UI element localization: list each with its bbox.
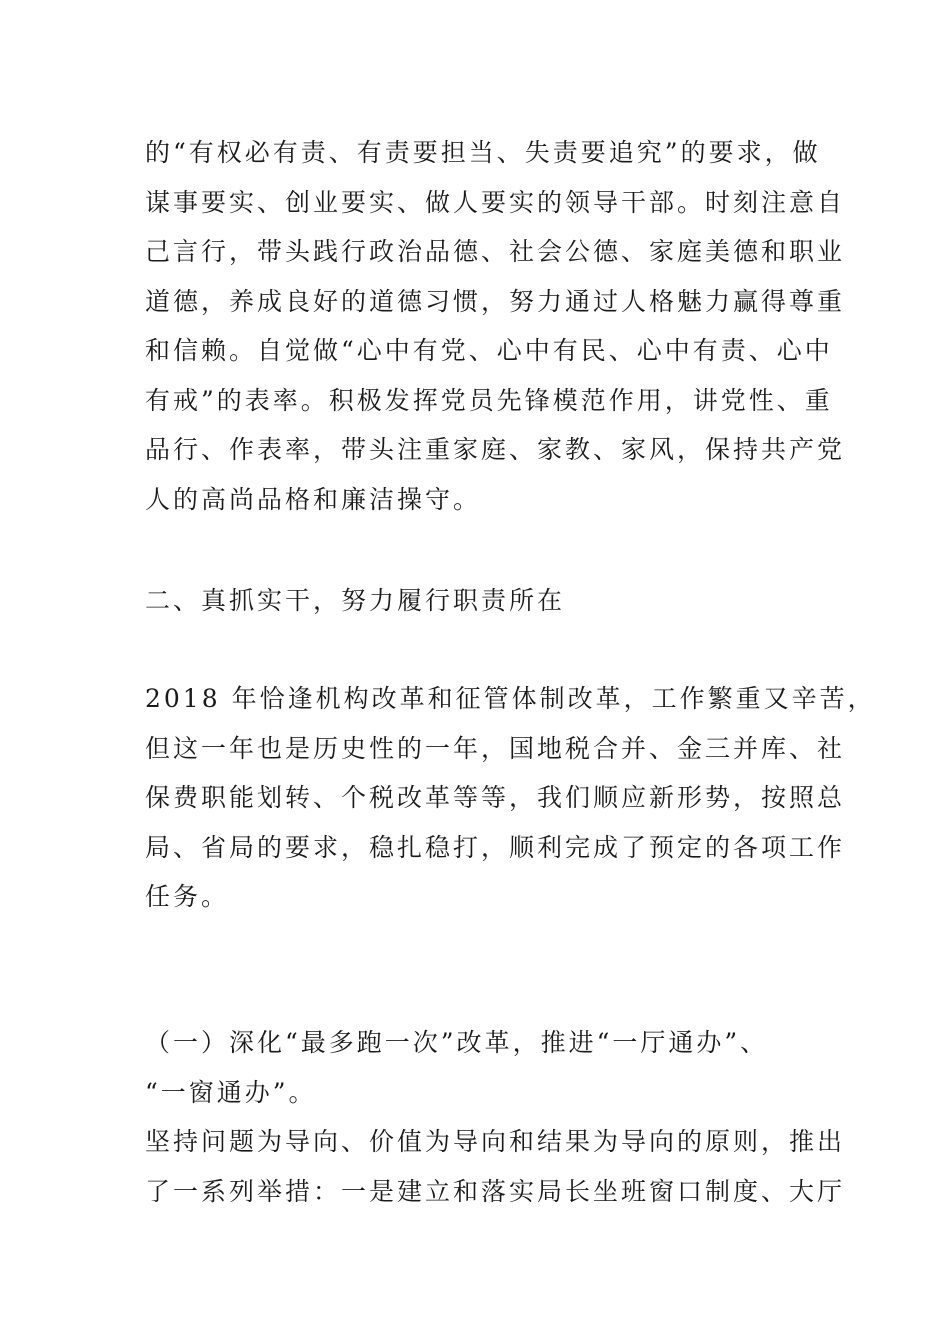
paragraph-line: 和信赖。自觉做“心中有党、心中有民、心中有责、心中	[145, 336, 833, 365]
subsection-heading	[145, 1018, 810, 1117]
subsection-heading-line: （一）深化“最多跑一次”改革，推进“一厅通办”、	[145, 1028, 769, 1057]
section-heading-text: 二、真抓实干，努力履行职责所在	[145, 586, 566, 615]
subsection-heading-line: “一窗通办”。	[145, 1077, 317, 1107]
paragraph-party-conduct	[145, 128, 846, 524]
paragraph-line: 的“有权必有责、有责要担当、失责要追究”的要求，做	[145, 138, 821, 167]
paragraph-line: 有戒”的表率。积极发挥党员先锋模范作用，讲党性、重	[145, 385, 833, 415]
paragraph-line: 保费职能划转、个税改革等等，我们顺应新形势，按照总	[145, 783, 846, 812]
paragraph-line: 人的高尚品格和廉洁操守。	[145, 484, 482, 514]
section-heading	[145, 576, 810, 626]
paragraph-reform-2018	[145, 674, 876, 922]
paragraph-line: 任务。	[145, 882, 230, 911]
paragraph-line: 道德，养成良好的道德习惯，努力通过人格魅力赢得尊重	[145, 286, 846, 316]
paragraph-line: 局、省局的要求，稳扎稳打，顺利完成了预定的各项工作	[145, 832, 846, 862]
paragraph-line: 品行、作表率，带头注重家庭、家教、家风，保持共产党	[145, 435, 846, 464]
paragraph-line: 己言行，带头践行政治品德、社会公德、家庭美德和职业	[145, 237, 846, 266]
paragraph-measures	[145, 1117, 846, 1216]
paragraph-line: 但这一年也是历史性的一年，国地税合并、金三并库、社	[145, 733, 846, 763]
paragraph-line: 谋事要实、创业要实、做人要实的领导干部。时刻注意自	[145, 187, 846, 217]
paragraph-line: 2018 年恰逢机构改革和征管体制改革，工作繁重又辛苦，	[145, 684, 876, 713]
paragraph-line: 了一系列举措：一是建立和落实局长坐班窗口制度、大厅	[145, 1176, 846, 1206]
paragraph-line: 坚持问题为导向、价值为导向和结果为导向的原则，推出	[145, 1127, 846, 1156]
